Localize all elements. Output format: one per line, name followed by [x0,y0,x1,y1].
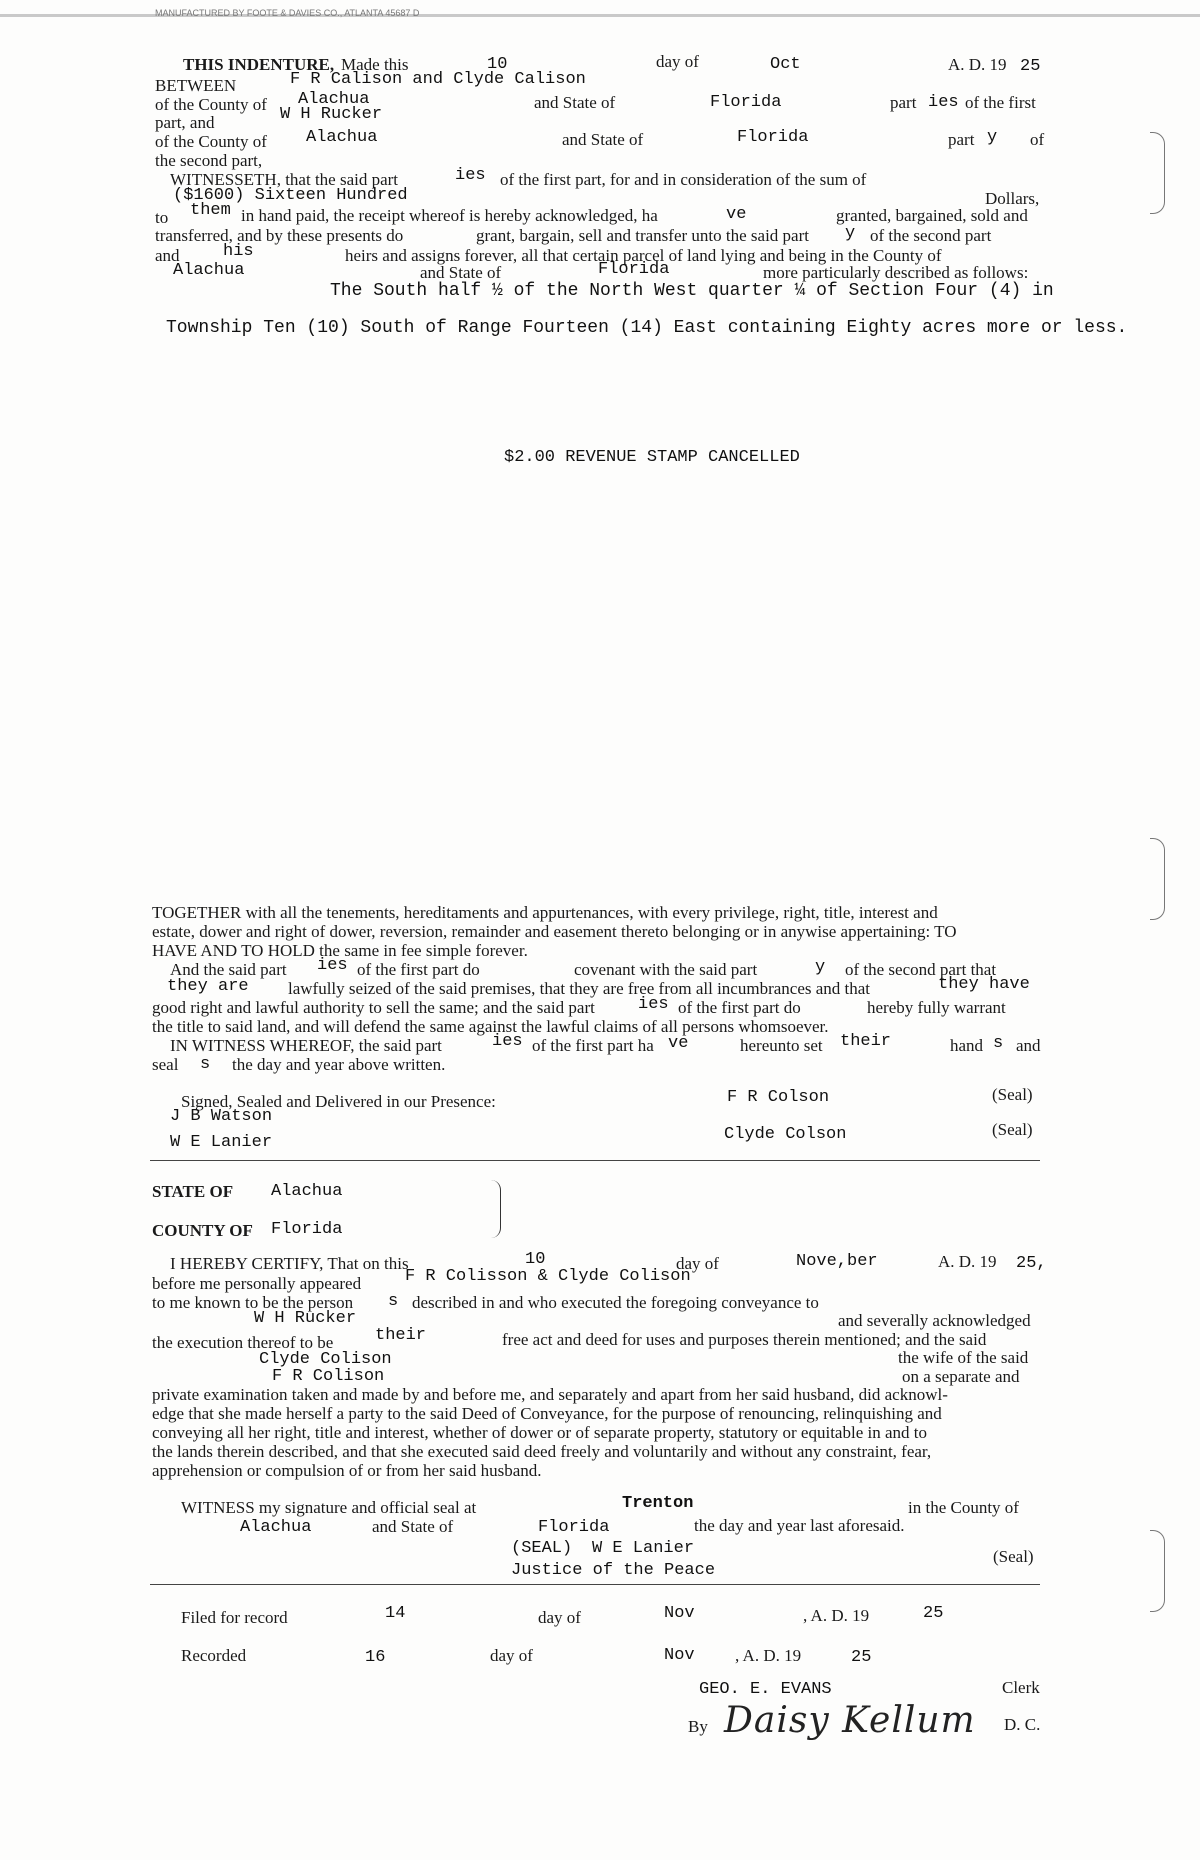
good-right-text: good right and lawful authority to sell the same; and the said part [152,998,595,1017]
part-and-label: part, and [155,113,215,132]
part-label-1: part [890,93,917,112]
section-divider-1 [150,1160,1040,1161]
person-s-fill: s [388,1292,399,1311]
ies-fill-3: ies [638,995,669,1014]
recorded-ad: , A. D. 19 [735,1646,802,1665]
dollars-label: Dollars, [985,189,1040,208]
ack-para-line-2: edge that she made herself a party to the said Deed of Conveyance, for the purpose of renouncing, relinquishing and [152,1404,942,1423]
recorded-label: Recorded [181,1646,247,1665]
officer-seal-mark: (SEAL) [511,1539,573,1558]
known-to-be-text: to me known to be the person [152,1293,354,1312]
officer-seal-label: (Seal) [993,1547,1034,1566]
made-this-label: Made this [341,55,409,74]
them-fill: them [190,201,231,220]
hand-label: hand [950,1036,984,1055]
second-part-label: the second part, [155,151,263,170]
county-2: Alachua [306,128,378,147]
clerk-title: Clerk [1002,1678,1040,1697]
separate-text: on a separate and [902,1367,1020,1386]
state-of-label-1: and State of [534,93,616,112]
recorded-day: 16 [365,1648,386,1667]
ack-place-state: Florida [538,1518,610,1537]
habendum-line-1: TOGETHER with all the tenements, hereditaments and appurtenances, with every privilege, right, title, interest and [152,903,938,922]
seal-label: seal [152,1055,179,1074]
wife-of-text: the wife of the said [898,1348,1029,1367]
hand-paid-text: in hand paid, the receipt whereof is hereby acknowledged, ha [241,206,658,225]
indenture-year: 25 [1020,57,1041,76]
ack-para-line-1: private examination taken and made by and before me, and separately and apart from her said husband, did acknowl- [152,1385,948,1404]
consideration-text: of the first part, for and in consideration of the sum of [500,170,867,189]
ack-county-value: Florida [271,1220,343,1239]
by-label: By [688,1717,708,1736]
day-last-text: the day and year last aforesaid. [694,1516,905,1535]
more-particularly-text: more particularly described as follows: [763,263,1029,282]
y-fill-1: y [845,224,856,243]
witness-1: J B Watson [170,1107,273,1126]
consideration-amount: ($1600) Sixteen Hundred [173,186,408,205]
hereby-certify-text: I HEREBY CERTIFY, That on this [170,1254,409,1273]
legal-description-line-2: Township Ten (10) South of Range Fourteen (14) East containing Eighty acres more or less. [166,318,1128,338]
to-label: to [155,208,169,227]
recorded-year: 25 [851,1648,872,1667]
first-part-do-text: of the first part do [678,998,801,1017]
execution-thereof-text: the execution thereof to be [152,1333,334,1352]
filed-ad: , A. D. 19 [803,1606,870,1625]
between-label: BETWEEN [155,76,237,95]
legal-description-line-1: The South half ½ of the North West quarter ¼ of Section Four (4) in [330,281,1054,301]
this-indenture-heading: THIS INDENTURE, [183,55,335,74]
in-county-of-text: in the County of [908,1498,1019,1517]
officer-name: W E Lanier [592,1539,695,1558]
grantor-names: F R Calison and Clyde Calison [290,70,586,89]
his-fill: his [223,242,254,261]
ad-label: A. D. 19 [948,55,1007,74]
deputy-clerk-signature: Daisy Kellum [724,1700,976,1741]
habendum-line-3: HAVE AND TO HOLD the same in fee simple forever. [152,941,528,960]
ack-para-line-4: the lands therein described, and that she executed said deed freely and voluntarily and without any constraint, fear, [152,1442,932,1461]
ack-and-state-of: and State of [372,1517,454,1536]
grantor-signature-1: F R Colson [727,1088,830,1107]
county-of-label: COUNTY OF [152,1221,253,1240]
witness-2: W E Lanier [170,1133,273,1152]
witnesseth-text: WITNESSETH, that the said part [170,170,399,189]
indenture-day: 10 [487,55,508,74]
covenant-and-said-part: And the said part [170,960,287,979]
day-year-text: the day and year above written. [232,1055,446,1074]
grantee-name: W H Rucker [280,105,383,124]
first-part-ha-text: of the first part ha [532,1036,654,1055]
margin-bracket-bottom [1150,1530,1165,1612]
grant-bargain-text: grant, bargain, sell and transfer unto the said part [476,226,809,245]
covenant-second-part-that: of the second part that [845,960,997,979]
y-fill-2: y [815,958,826,977]
wife-name: Clyde Colison [259,1350,392,1369]
officer-title: Justice of the Peace [511,1561,716,1580]
part-y-fill: y [987,128,998,147]
lawfully-seized-text: lawfully seized of the said premises, that they are free from all incumbrances and that [288,979,871,998]
margin-bracket-top [1150,132,1165,214]
covenant-with-text: covenant with the said part [574,960,758,979]
of-label: of [1030,130,1045,149]
of-second-part-text: of the second part [870,226,992,245]
habendum-line-2: estate, dower and right of dower, reversion, remainder and easement thereto belonging or in anywise appertaining: TO [152,922,957,941]
state-of-label: STATE OF [152,1182,234,1201]
filed-day: 14 [385,1604,406,1623]
state-of-label-3: and State of [420,263,502,282]
margin-bracket-middle [1150,838,1165,920]
recorded-day-of: day of [490,1646,533,1665]
county-1: Alachua [298,90,370,109]
state-1: Florida [710,93,782,112]
described-in-text: described in and who executed the foregoing conveyance to [412,1293,819,1312]
county-of-label-1: of the County of [155,95,267,114]
revenue-stamp-note: $2.00 REVENUE STAMP CANCELLED [504,448,800,467]
witness-my-text: WITNESS my signature and official seal at [181,1498,477,1517]
county-of-label-2: of the County of [155,132,267,151]
of-the-first-label: of the first [965,93,1036,112]
grantor-signature-2: Clyde Colson [724,1125,847,1144]
seal-marker-1: (Seal) [992,1085,1033,1104]
ve-fill: ve [726,205,747,224]
granted-text: granted, bargained, sold and [836,206,1028,225]
ack-ad-label: A. D. 19 [938,1252,997,1271]
ack-year: 25, [1016,1254,1047,1273]
ies-fill-4: ies [492,1032,523,1051]
recorded-month: Nov [664,1646,695,1665]
ack-state-value: Alachua [271,1182,343,1201]
ack-grantee: W H Rucker [254,1309,357,1328]
signed-sealed-label: Signed, Sealed and Delivered in our Presence: [181,1092,496,1111]
jurisdiction-brace [488,1180,501,1238]
ve-fill-2: ve [668,1034,689,1053]
ack-place: Trenton [622,1494,694,1513]
state-3: Florida [598,260,670,279]
they-are-fill: they are [167,977,249,996]
state-of-label-2: and State of [562,130,644,149]
husband-name: F R Colison [272,1367,385,1386]
state-2: Florida [737,128,809,147]
county-3: Alachua [173,261,245,280]
filed-day-of: day of [538,1608,581,1627]
seal-marker-2: (Seal) [992,1120,1033,1139]
indenture-month: Oct [770,55,801,74]
ies-fill-1: ies [455,166,486,185]
hereby-warrant-text: hereby fully warrant [867,998,1006,1017]
ies-fill-2: ies [317,956,348,975]
deputy-clerk-label: D. C. [1004,1715,1041,1734]
day-of-label: day of [656,52,699,71]
ack-place-county: Alachua [240,1518,312,1537]
and-label: and [155,246,180,265]
ack-day: 10 [525,1250,546,1269]
their-fill: their [840,1032,892,1051]
hand-s-fill: s [993,1034,1004,1053]
ack-month: Nove,ber [796,1252,878,1271]
transferred-text: transferred, and by these presents do [155,226,404,245]
part-ies-fill-1: ies [928,93,959,112]
hereunto-set-text: hereunto set [740,1036,823,1055]
seal-s-fill: s [200,1055,211,1074]
heirs-text: heirs and assigns forever, all that certain parcel of land lying and being in the County of [345,246,942,265]
ack-their-fill: their [375,1326,427,1345]
clerk-name: GEO. E. EVANS [699,1680,832,1699]
before-me-text: before me personally appeared [152,1274,362,1293]
filed-for-record-label: Filed for record [181,1608,288,1627]
in-witness-text: IN WITNESS WHEREOF, the said part [170,1036,442,1055]
filed-month: Nov [664,1604,695,1623]
severally-text: and severally acknowledged [838,1311,1031,1330]
title-defend-text: the title to said land, and will defend the same against the lawful claims of all persons whomsoever. [152,1017,829,1036]
appeared-names: F R Colisson & Clyde Colison [405,1267,691,1286]
ack-para-line-3: conveying all her right, title and interest, whether of dower or of separate property, statutory or equitable in and to [152,1423,927,1442]
and-label-2: and [1016,1036,1041,1055]
ack-day-of: day of [676,1254,719,1273]
printer-imprint: MANUFACTURED BY FOOTE & DAVIES CO., ATLANTA 45687 D [155,8,420,18]
covenant-first-part-do: of the first part do [357,960,480,979]
filed-year: 25 [923,1604,944,1623]
section-divider-2 [150,1584,1040,1585]
they-have-fill: they have [938,975,1030,994]
part-label-2: part [948,130,975,149]
free-act-text: free act and deed for uses and purposes therein mentioned; and the said [502,1330,987,1349]
ack-para-line-5: apprehension or compulsion of or from her said husband. [152,1461,542,1480]
